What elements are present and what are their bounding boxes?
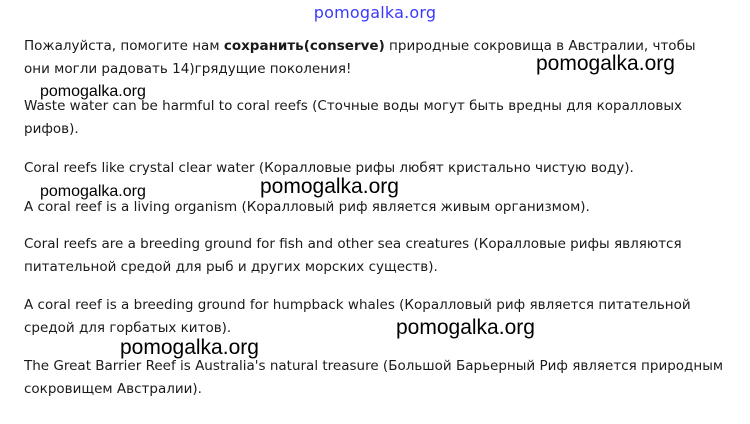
sentence-paragraph: Waste water can be harmful to coral reefs (Сточные воды могут быть вредны для коралловых рифов).: [24, 98, 682, 137]
watermark-text: pomogalka.org: [536, 52, 675, 75]
watermark-text: pomogalka.org: [120, 336, 259, 359]
intro-text-end: природные сокровища в Австралии, чтобы они могли радовать 14)грядущие поколения!: [24, 38, 696, 77]
sentence-paragraph: Coral reefs like crystal clear water (Коралловые рифы любят кристально чистую воду).: [24, 160, 634, 176]
watermark-text: pomogalka.org: [396, 316, 535, 339]
watermark-text: pomogalka.org: [260, 175, 399, 198]
top-watermark: pomogalka.org: [313, 3, 437, 22]
watermark-text: pomogalka.org: [40, 83, 146, 100]
intro-text-start: Пожалуйста, помогите нам: [24, 38, 224, 54]
sentence-paragraph: Coral reefs are a breeding ground for fish and other sea creatures (Коралловые рифы являются питательной средой для рыб и других морских существ).: [24, 236, 682, 275]
intro-bold-term: сохранить(conserve): [223, 38, 385, 54]
sentence-paragraph: A coral reef is a breeding ground for humpback whales (Коралловый риф является питательной средой для горбатых китов).: [24, 297, 691, 336]
sentence-paragraph: The Great Barrier Reef is Australia's natural treasure (Большой Барьерный Риф является природным сокровищем Австралии).: [24, 358, 724, 397]
sentence-paragraph: A coral reef is a living organism (Коралловый риф является живым организмом).: [24, 199, 590, 215]
watermark-text: pomogalka.org: [40, 183, 146, 200]
